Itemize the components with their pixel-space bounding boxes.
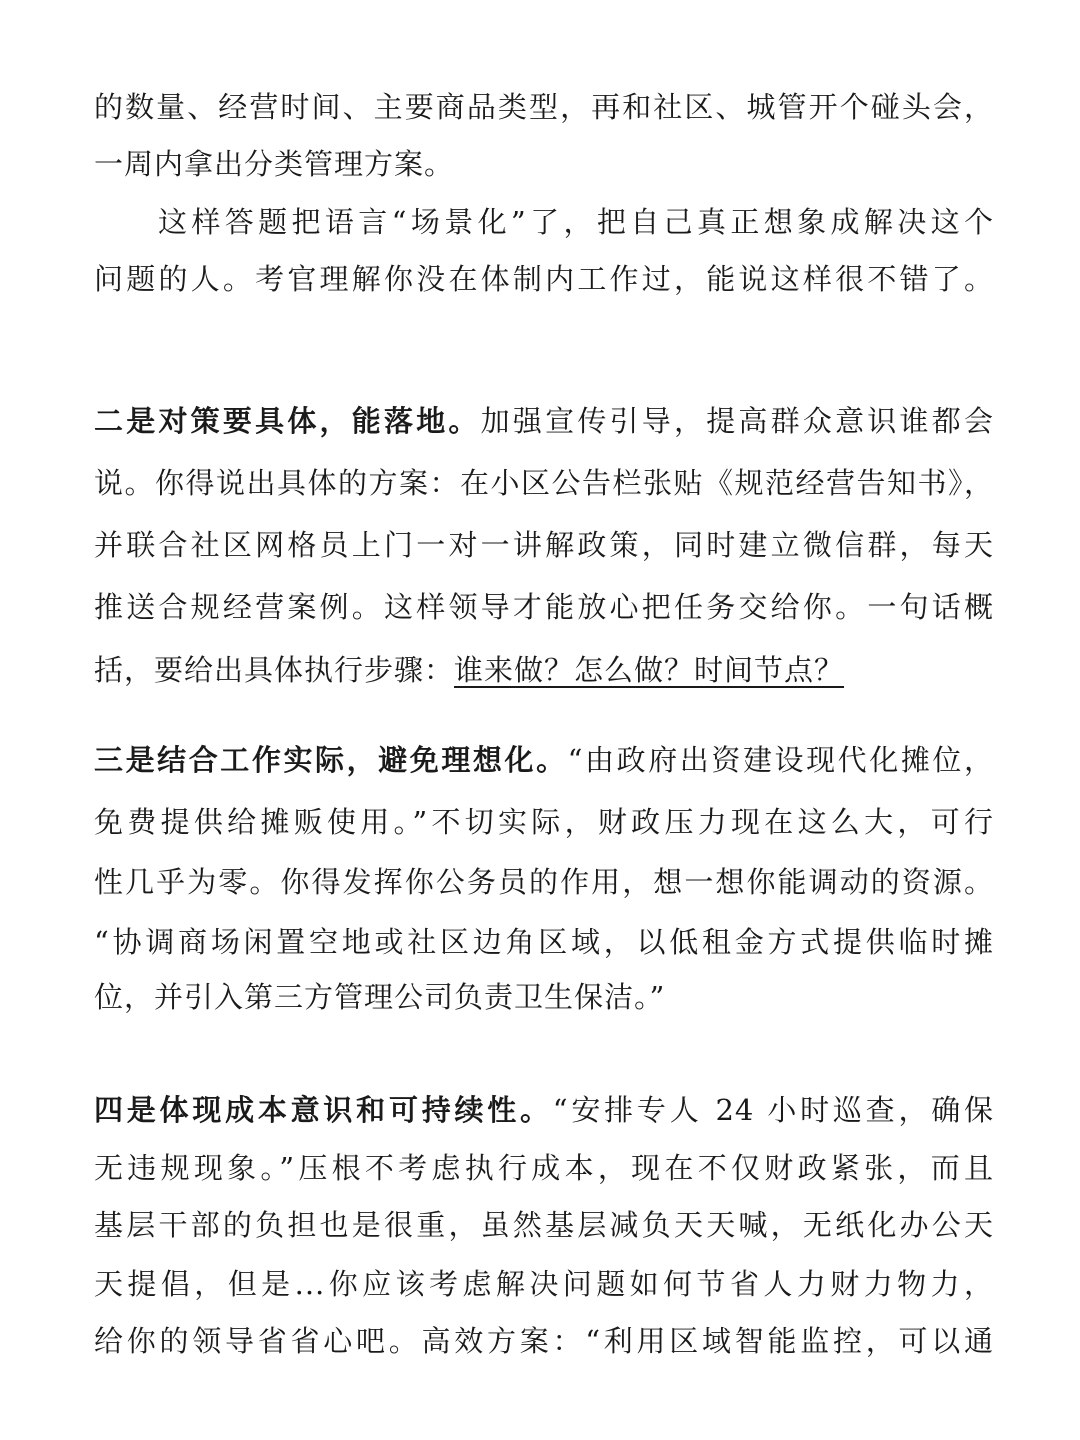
text-line: 给你的领导省省心吧。高效方案：“利用区域智能监控，可以通 [94,1324,994,1358]
text-line: 问题的人。考官理解你没在体制内工作过，能说这样很不错了。 [94,262,994,296]
section-4-first-line [94,1088,994,1132]
section-4-heading: 四是体现成本意识和可持续性。 [94,1093,553,1127]
text-line: 天提倡，但是...你应该考虑解决问题如何节省人力财力物力， [94,1267,994,1301]
underlined-steps: 谁来做？怎么做？时间节点？ [454,653,845,687]
section-3-heading: 三是结合工作实际，避免理想化。 [94,743,568,777]
section-4-text: “安排专人 24 小时巡查，确保 [552,1093,994,1127]
section-2-text: 加强宣传引导，提高群众意识谁都会 [480,404,994,438]
section-2-heading: 二是对策要具体，能落地。 [94,404,481,438]
text-line: 一周内拿出分类管理方案。 [94,147,455,181]
text-line: 推送合规经营案例。这样领导才能放心把任务交给你。一句话概 [94,590,994,624]
text-line: 位，并引入第三方管理公司负责卫生保洁。” [94,980,666,1014]
text-line: 基层干部的负担也是很重，虽然基层减负天天喊，无纸化办公天 [94,1208,994,1242]
text-line: “协调商场闲置空地或社区边角区域，以低租金方式提供临时摊 [94,925,994,959]
text-line: 这样答题把语言“场景化”了，把自己真正想象成解决这个 [158,205,994,239]
section-2-text: 括，要给出具体执行步骤： [94,653,455,687]
text-line: 的数量、经营时间、主要商品类型，再和社区、城管开个碰头会， [94,90,994,124]
text-line: 说。你得说出具体的方案：在小区公告栏张贴《规范经营告知书》， [94,466,994,500]
section-2-last-line [94,648,994,692]
section-3-first-line [94,738,994,782]
section-3-text: “由政府出资建设现代化摊位， [567,743,994,777]
text-line: 并联合社区网格员上门一对一讲解政策，同时建立微信群，每天 [94,528,994,562]
text-line: 无违规现象。”压根不考虑执行成本，现在不仅财政紧张，而且 [94,1151,994,1185]
text-line: 免费提供给摊贩使用。”不切实际，财政压力现在这么大，可行 [94,805,994,839]
section-2-first-line [94,399,994,443]
text-line: 性几乎为零。你得发挥你公务员的作用，想一想你能调动的资源。 [94,865,994,899]
